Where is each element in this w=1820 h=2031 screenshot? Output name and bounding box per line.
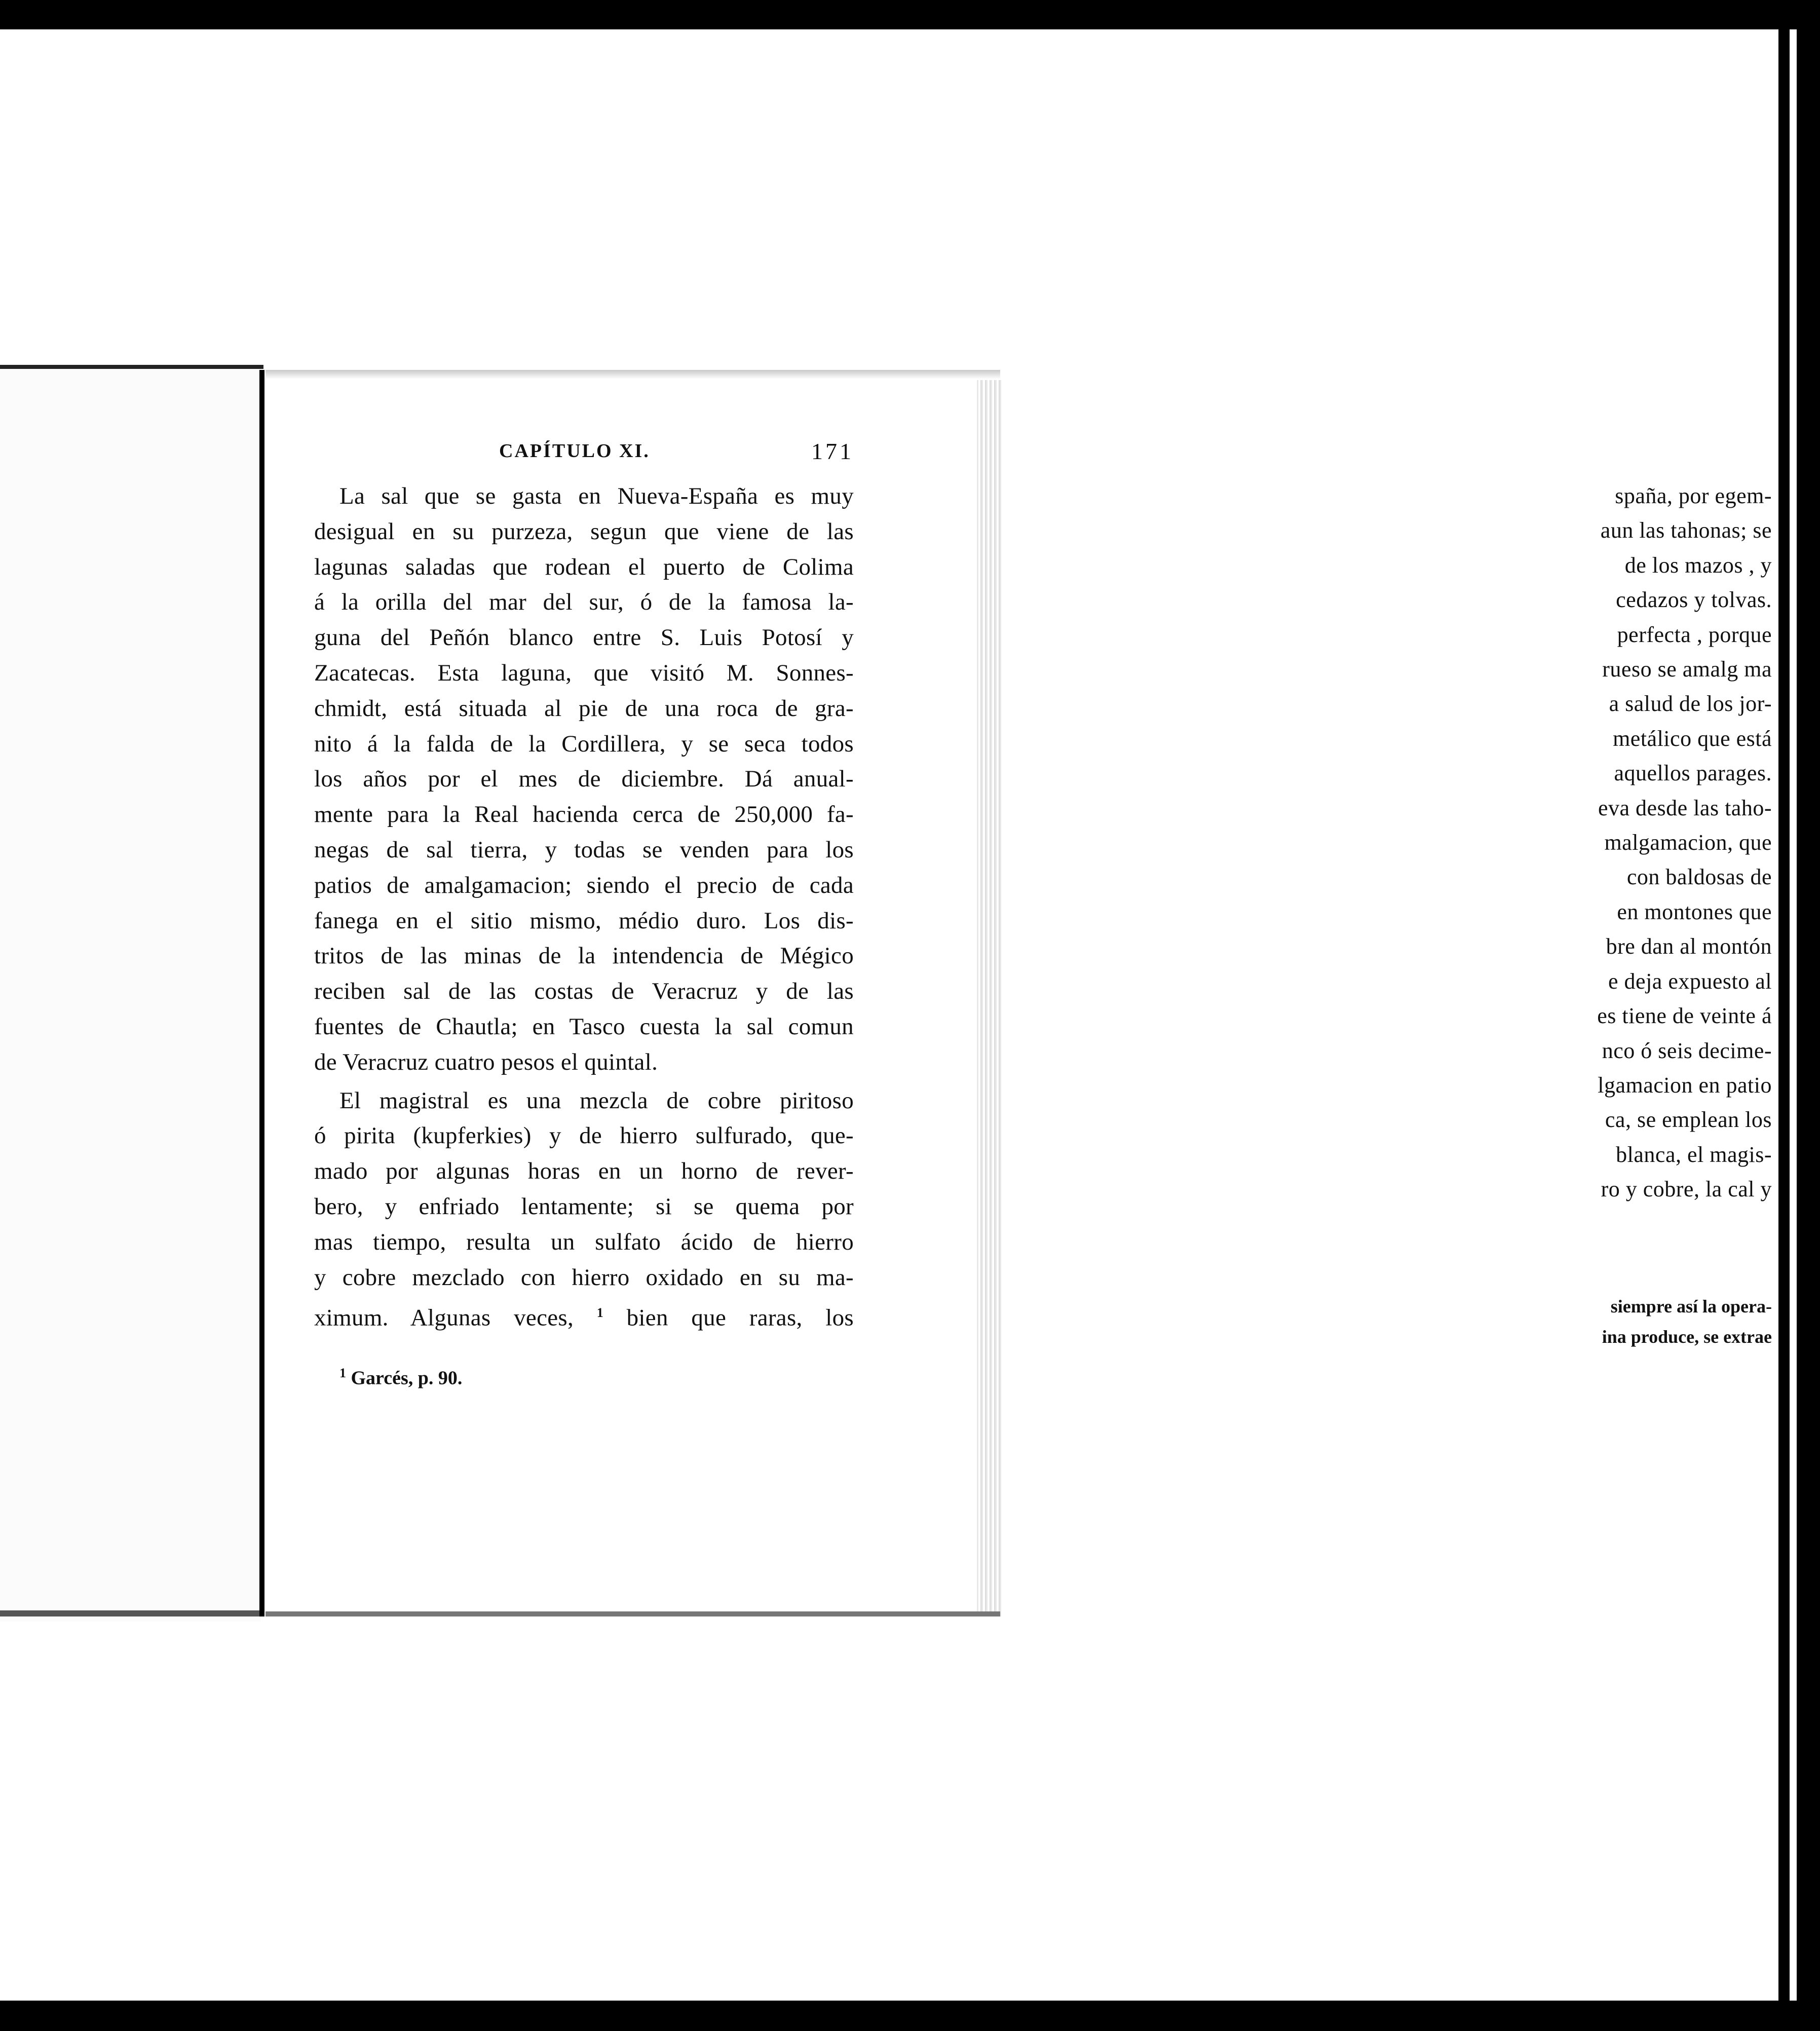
text-line: aquellos parages. (1614, 761, 1772, 786)
text-line: eva desde las taho- (1598, 795, 1772, 820)
text-line: ca, se emplean los (1605, 1107, 1772, 1133)
text-line: ó pirita (kupferkies) y de hierro sulfurado, que- (314, 1122, 854, 1149)
left-page-text (1539, 479, 1772, 1207)
text-line: mente para la Real hacienda cerca de 250,000 fa- (314, 801, 854, 828)
text-line: El magistral es una mezcla de cobre piritoso (339, 1087, 854, 1114)
text-line: en montones que (1617, 899, 1772, 924)
text-line: de Veracruz cuatro pesos el quintal. (314, 1048, 658, 1075)
text-line: á la orilla del mar del sur, ó de la famosa la- (314, 589, 854, 616)
left-page-bottom-edge (0, 1610, 263, 1616)
footnote-line: siempre así la opera- (1610, 1296, 1772, 1317)
text-line: desigual en su purzeza, segun que viene de las (314, 518, 854, 545)
footnote-reference: 1 (596, 1305, 603, 1321)
text-line: reciben sal de las costas de Veracruz y de las (314, 978, 854, 1005)
text-line: La sal que se gasta en Nueva-España es muy (339, 483, 854, 509)
text-line: y cobre mezclado con hierro oxidado en su ma- (314, 1264, 854, 1291)
running-header (314, 440, 854, 470)
text-line: blanca, el magis- (1616, 1142, 1772, 1167)
text-line: metálico que está (1613, 726, 1772, 751)
text-line: es tiene de veinte á (1597, 1003, 1772, 1029)
text-line: tritos de las minas de la intendencia de Mégico (314, 943, 854, 969)
chapter-title: CAPÍTULO XI. (499, 440, 650, 462)
text-line: aun las tahonas; se (1600, 518, 1772, 543)
right-page-top-edge (266, 370, 1000, 379)
left-page-footnotes (1539, 1291, 1772, 1352)
text-line: Zacatecas. Esta laguna, que visitó M. Sonnes- (314, 659, 854, 686)
scan-border-right (1778, 29, 1790, 2001)
text-line: nco ó seis decime- (1602, 1038, 1772, 1063)
text-line: malgamacion, que (1604, 830, 1772, 855)
text-line: perfecta , porque (1617, 622, 1772, 647)
footnote-marker: 1 (339, 1366, 346, 1380)
footnote-text: Garcés, p. 90. (351, 1367, 463, 1389)
text-line: negas de sal tierra, y todas se venden para los (314, 836, 854, 863)
text-line: de los mazos , y (1624, 552, 1772, 578)
text-line: fanega en el sitio mismo, médio duro. Los dis- (314, 907, 854, 934)
text-line: mas tiempo, resulta un sulfato ácido de hierro (314, 1228, 854, 1255)
scan-border-bottom (0, 2001, 1820, 2031)
text-line: los años por el mes de diciembre. Dá anual- (314, 766, 854, 793)
text-line: mado por algunas horas en un horno de rever- (314, 1158, 854, 1185)
text-segment: bien que raras, los (626, 1304, 854, 1331)
text-line-with-footnote-ref (314, 1295, 854, 1336)
text-segment: ximum. Algunas veces, (314, 1304, 574, 1331)
text-line: rueso se amalg ma (1602, 657, 1772, 682)
text-line: con baldosas de (1626, 864, 1772, 890)
page-block-edges (977, 380, 1002, 1616)
left-page-top-edge (0, 365, 263, 369)
text-line: cedazos y tolvas. (1616, 587, 1772, 613)
text-line: bero, y enfriado lentamente; si se quema por (314, 1193, 854, 1220)
text-line: spaña, por egem- (1615, 483, 1772, 508)
text-line: guna del Peñón blanco entre S. Luis Potosí y (314, 624, 854, 651)
left-page (0, 365, 261, 1622)
scan-border-edge (1797, 29, 1820, 2001)
text-line: ro y cobre, la cal y (1601, 1177, 1772, 1202)
text-line: a salud de los jor- (1609, 691, 1772, 717)
text-line: e deja expuesto al (1608, 968, 1772, 994)
book-gutter (259, 370, 264, 1616)
footnote-line: ina produce, se extrae (1602, 1327, 1772, 1347)
text-line: fuentes de Chautla; en Tasco cuesta la sal comun (314, 1013, 854, 1040)
text-line: bre dan al montón (1606, 934, 1772, 959)
footnote (339, 1366, 694, 1389)
text-line: lgamacion en patio (1598, 1072, 1772, 1098)
right-page-body (314, 479, 854, 1336)
scan-border-gap (1790, 29, 1797, 2001)
scan-border-top (0, 0, 1820, 29)
text-line: nito á la falda de la Cordillera, y se seca todos (314, 730, 854, 757)
text-line: chmidt, está situada al pie de una roca de gra- (314, 695, 854, 722)
text-line: lagunas saladas que rodean el puerto de Colima (314, 553, 854, 580)
text-line: patios de amalgamacion; siendo el precio de cada (314, 872, 854, 898)
right-page-bottom-edge (266, 1611, 1000, 1616)
page-number: 171 (811, 438, 854, 464)
